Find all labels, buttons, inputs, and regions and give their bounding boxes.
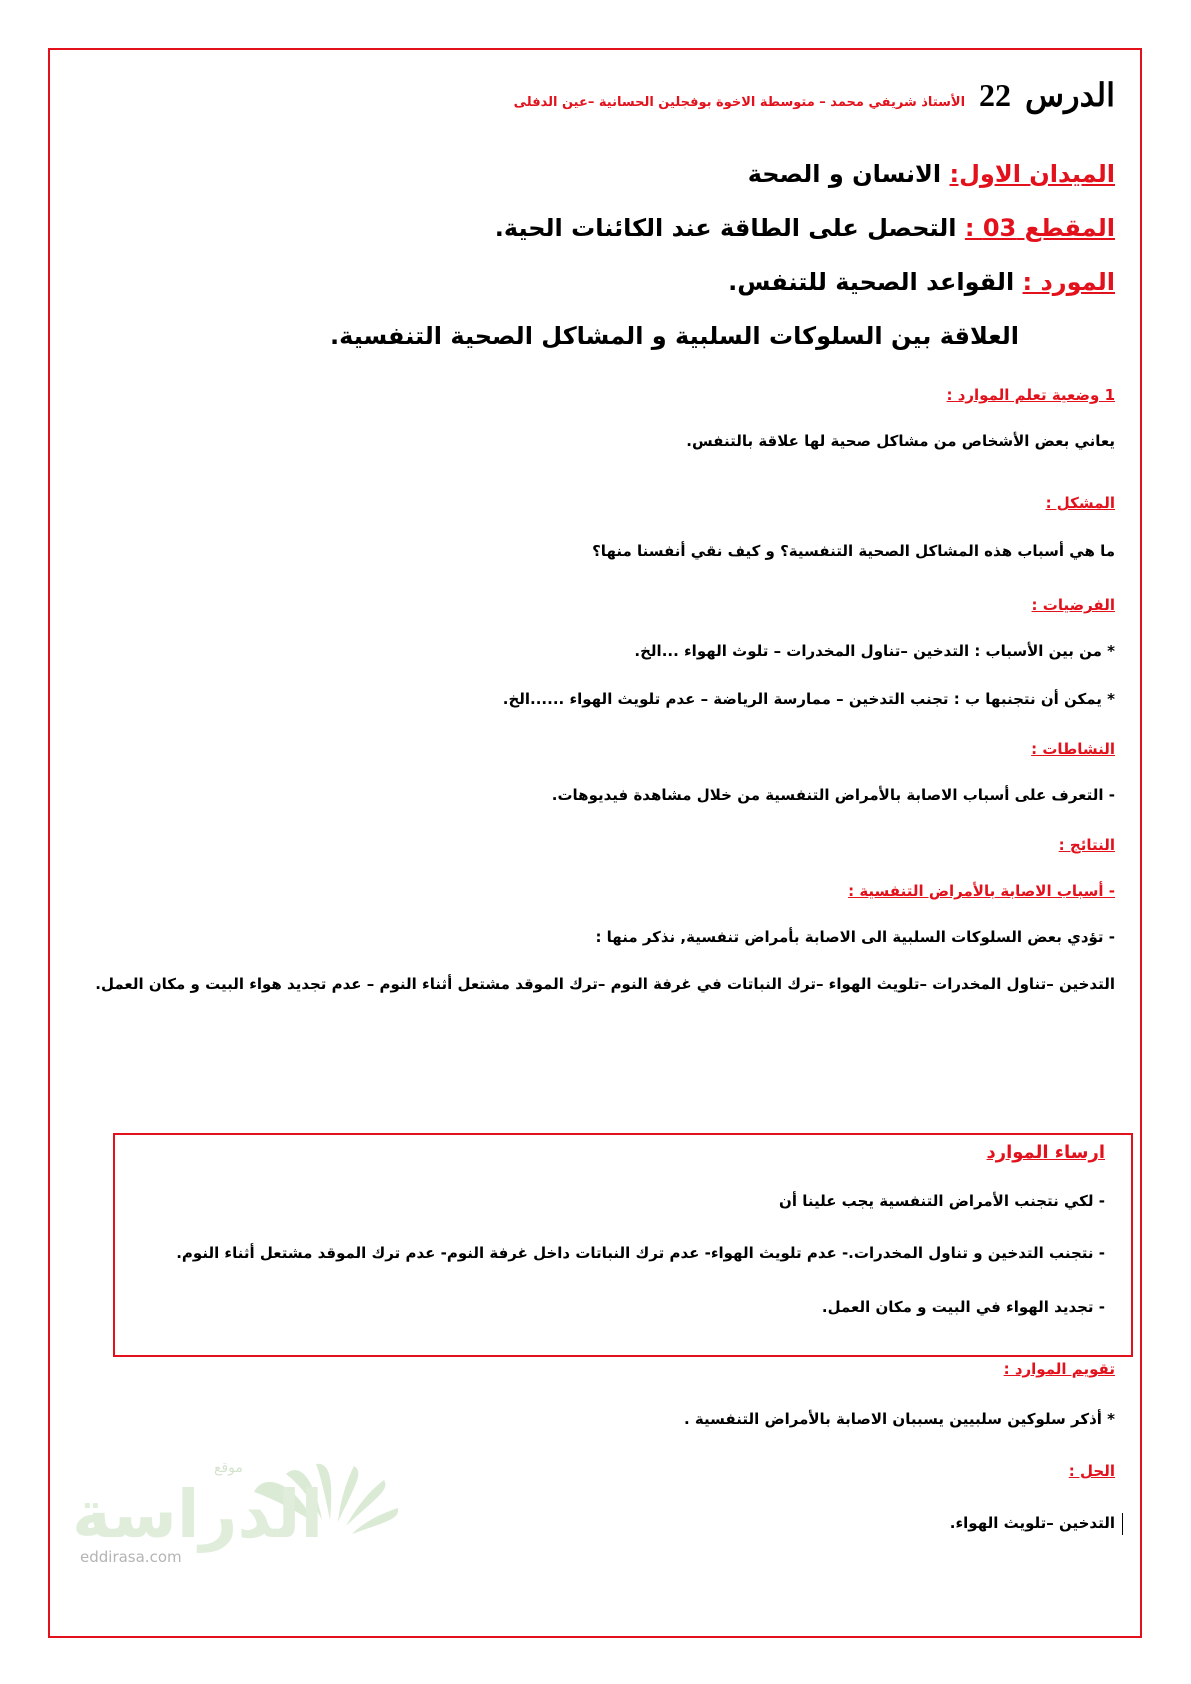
- problem-text: ما هي أسباب هذه المشاكل الصحية التنفسية؟ و كيف نقي أنفسنا منها؟: [592, 542, 1115, 560]
- causes-intro: - تؤدي بعض السلوكات السلبية الى الاصابة بأمراض تنفسية, نذكر منها :: [595, 928, 1115, 946]
- hypothesis-item: * يمكن أن نتجنبها ب : تجنب التدخين – ممارسة الرياضة – عدم تلويث الهواء ......الخ.: [502, 690, 1115, 708]
- segment-label: المقطع 03 :: [964, 214, 1115, 242]
- consolidation-line: - تجديد الهواء في البيت و مكان العمل.: [821, 1298, 1105, 1316]
- solution-label: الحل :: [1068, 1462, 1115, 1480]
- consolidation-title: ارساء الموارد: [986, 1142, 1105, 1163]
- domain-value: الانسان و الصحة: [747, 160, 942, 188]
- segment-line: [495, 214, 1115, 242]
- lesson-word: الدرس: [1025, 76, 1115, 114]
- text-cursor: [1122, 1513, 1123, 1535]
- hypotheses-label: الفرضيات :: [1031, 596, 1115, 614]
- author-line: الأستاذ شريفي محمد – متوسطة الاخوة بوفجلين الحسانية –عين الدفلى: [513, 95, 966, 110]
- results-label: النتائج :: [1058, 836, 1115, 854]
- problem-label: المشكل :: [1045, 494, 1115, 512]
- evaluation-text: * أذكر سلوكين سلبيين يسببان الاصابة بالأمراض التنفسية .: [684, 1410, 1115, 1428]
- learning-situation-label: 1 وضعية تعلم الموارد :: [946, 386, 1115, 404]
- lesson-header: [514, 76, 1115, 126]
- consolidation-line: - نتجنب التدخين و تناول المخدرات.- عدم تلويث الهواء- عدم ترك النباتات داخل غرفة النوم- عدم ترك الموقد مشتعل أثناء النوم.: [176, 1244, 1105, 1262]
- activities-label: النشاطات :: [1031, 740, 1115, 758]
- solution-text: التدخين –تلويث الهواء.: [949, 1514, 1115, 1532]
- segment-value: التحصل على الطاقة عند الكائنات الحية.: [494, 214, 957, 242]
- watermark-site: eddirasa.com: [80, 1548, 182, 1566]
- subtitle: العلاقة بين السلوكات السلبية و المشاكل الصحية التنفسية.: [330, 322, 1019, 350]
- domain-line: [748, 160, 1115, 188]
- lesson-number: 22: [979, 77, 1012, 113]
- activities-text: - التعرف على أسباب الاصابة بالأمراض التنفسية من خلال مشاهدة فيديوهات.: [551, 786, 1115, 804]
- watermark-small-word: موقع: [214, 1460, 243, 1476]
- causes-list: التدخين –تناول المخدرات –تلويث الهواء –ترك النباتات في غرفة النوم –ترك الموقد مشتعل أثناء النوم – عدم تجديد هواء البيت و مكان العمل.: [95, 975, 1115, 993]
- watermark-brand: الدراسة: [72, 1476, 324, 1553]
- domain-label: الميدان الاول:: [949, 160, 1115, 188]
- resource-value: القواعد الصحية للتنفس.: [728, 268, 1015, 296]
- evaluation-label: تقويم الموارد :: [1003, 1360, 1115, 1378]
- resource-label: المورد :: [1022, 268, 1115, 296]
- learning-situation-text: يعاني بعض الأشخاص من مشاكل صحية لها علاقة بالتنفس.: [686, 432, 1115, 450]
- consolidation-line: - لكي نتجنب الأمراض التنفسية يجب علينا أن: [779, 1192, 1105, 1210]
- causes-label: - أسباب الاصابة بالأمراض التنفسية :: [848, 882, 1115, 900]
- resource-line: [728, 268, 1115, 296]
- hypothesis-item: * من بين الأسباب : التدخين –تناول المخدرات – تلوث الهواء ...الخ.: [634, 642, 1115, 660]
